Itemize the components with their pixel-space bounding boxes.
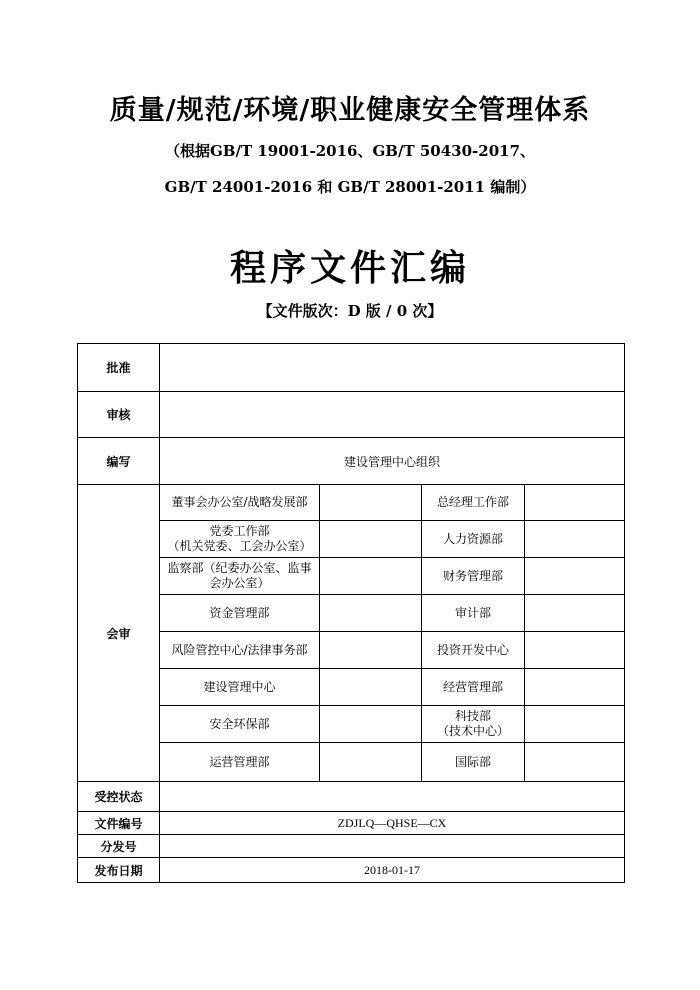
countersign-sign-right[interactable] — [525, 706, 625, 743]
countersign-sign-left[interactable] — [320, 521, 422, 558]
distribution-label: 分发号 — [78, 835, 160, 858]
countersign-sign-left[interactable] — [320, 743, 422, 782]
countersign-dept-right: 国际部 — [422, 743, 525, 782]
countersign-dept-left: 运营管理部 — [160, 743, 320, 782]
approve-row — [78, 344, 625, 392]
review-row — [78, 392, 625, 438]
publish-date-row — [78, 858, 625, 883]
countersign-dept-right: 审计部 — [422, 595, 525, 632]
countersign-dept-right: 投资开发中心 — [422, 632, 525, 669]
author-value[interactable]: 建设管理中心组织 — [160, 438, 625, 485]
doc-number-value: ZDJLQ—QHSE—CX — [160, 812, 625, 835]
control-status-value[interactable] — [160, 782, 625, 812]
publish-date-value: 2018-01-17 — [160, 858, 625, 883]
countersign-dept-left: 建设管理中心 — [160, 669, 320, 706]
countersign-sign-right[interactable] — [525, 485, 625, 521]
countersign-row — [78, 669, 625, 706]
countersign-sign-left[interactable] — [320, 595, 422, 632]
countersign-section — [78, 485, 625, 782]
countersign-dept-left: 董事会办公室/战略发展部 — [160, 485, 320, 521]
document-version: 【文件版次：D 版 / 0 次】 — [257, 302, 443, 320]
countersign-dept-right: 总经理工作部 — [422, 485, 525, 521]
approval-table — [77, 343, 625, 883]
review-value[interactable] — [160, 392, 625, 438]
countersign-sign-right[interactable] — [525, 669, 625, 706]
control-status-row — [78, 782, 625, 812]
countersign-row — [78, 632, 625, 669]
countersign-row — [78, 706, 625, 743]
countersign-row — [78, 485, 625, 521]
countersign-dept-left: 安全环保部 — [160, 706, 320, 743]
approve-label: 批准 — [78, 344, 160, 392]
countersign-sign-right[interactable] — [525, 521, 625, 558]
countersign-dept-left: 风险管控中心/法律事务部 — [160, 632, 320, 669]
countersign-row — [78, 743, 625, 782]
countersign-sign-left[interactable] — [320, 558, 422, 595]
distribution-row — [78, 835, 625, 858]
countersign-sign-left[interactable] — [320, 632, 422, 669]
countersign-dept-right: 经营管理部 — [422, 669, 525, 706]
system-title: 质量/规范/环境/职业健康安全管理体系 — [109, 95, 591, 126]
countersign-sign-left[interactable] — [320, 485, 422, 521]
countersign-sign-right[interactable] — [525, 558, 625, 595]
countersign-sign-left[interactable] — [320, 669, 422, 706]
countersign-sign-right[interactable] — [525, 595, 625, 632]
standards-line-1: （根据GB/T 19001-2016、GB/T 50430-2017、 — [164, 142, 536, 160]
countersign-dept-right: 人力资源部 — [422, 521, 525, 558]
review-label: 审核 — [78, 392, 160, 438]
doc-number-label: 文件编号 — [78, 812, 160, 835]
author-label: 编写 — [78, 438, 160, 485]
standards-line-2: GB/T 24001-2016 和 GB/T 28001-2011 编制） — [164, 178, 536, 196]
countersign-sign-right[interactable] — [525, 632, 625, 669]
approve-value[interactable] — [160, 344, 625, 392]
countersign-label: 会审 — [78, 485, 160, 782]
doc-number-row — [78, 812, 625, 835]
distribution-value[interactable] — [160, 835, 625, 858]
countersign-row — [78, 558, 625, 595]
countersign-row — [78, 521, 625, 558]
countersign-dept-left: 党委工作部 （机关党委、工会办公室） — [160, 521, 320, 558]
countersign-dept-left: 监察部（纪委办公室、监事 会办公室） — [160, 558, 320, 595]
countersign-dept-right: 财务管理部 — [422, 558, 525, 595]
countersign-sign-right[interactable] — [525, 743, 625, 782]
countersign-row — [78, 595, 625, 632]
countersign-dept-left: 资金管理部 — [160, 595, 320, 632]
control-status-label: 受控状态 — [78, 782, 160, 812]
author-row — [78, 438, 625, 485]
publish-date-label: 发布日期 — [78, 858, 160, 883]
countersign-dept-right: 科技部 （技术中心） — [422, 706, 525, 743]
document-title: 程序文件汇编 — [229, 247, 470, 289]
countersign-sign-left[interactable] — [320, 706, 422, 743]
